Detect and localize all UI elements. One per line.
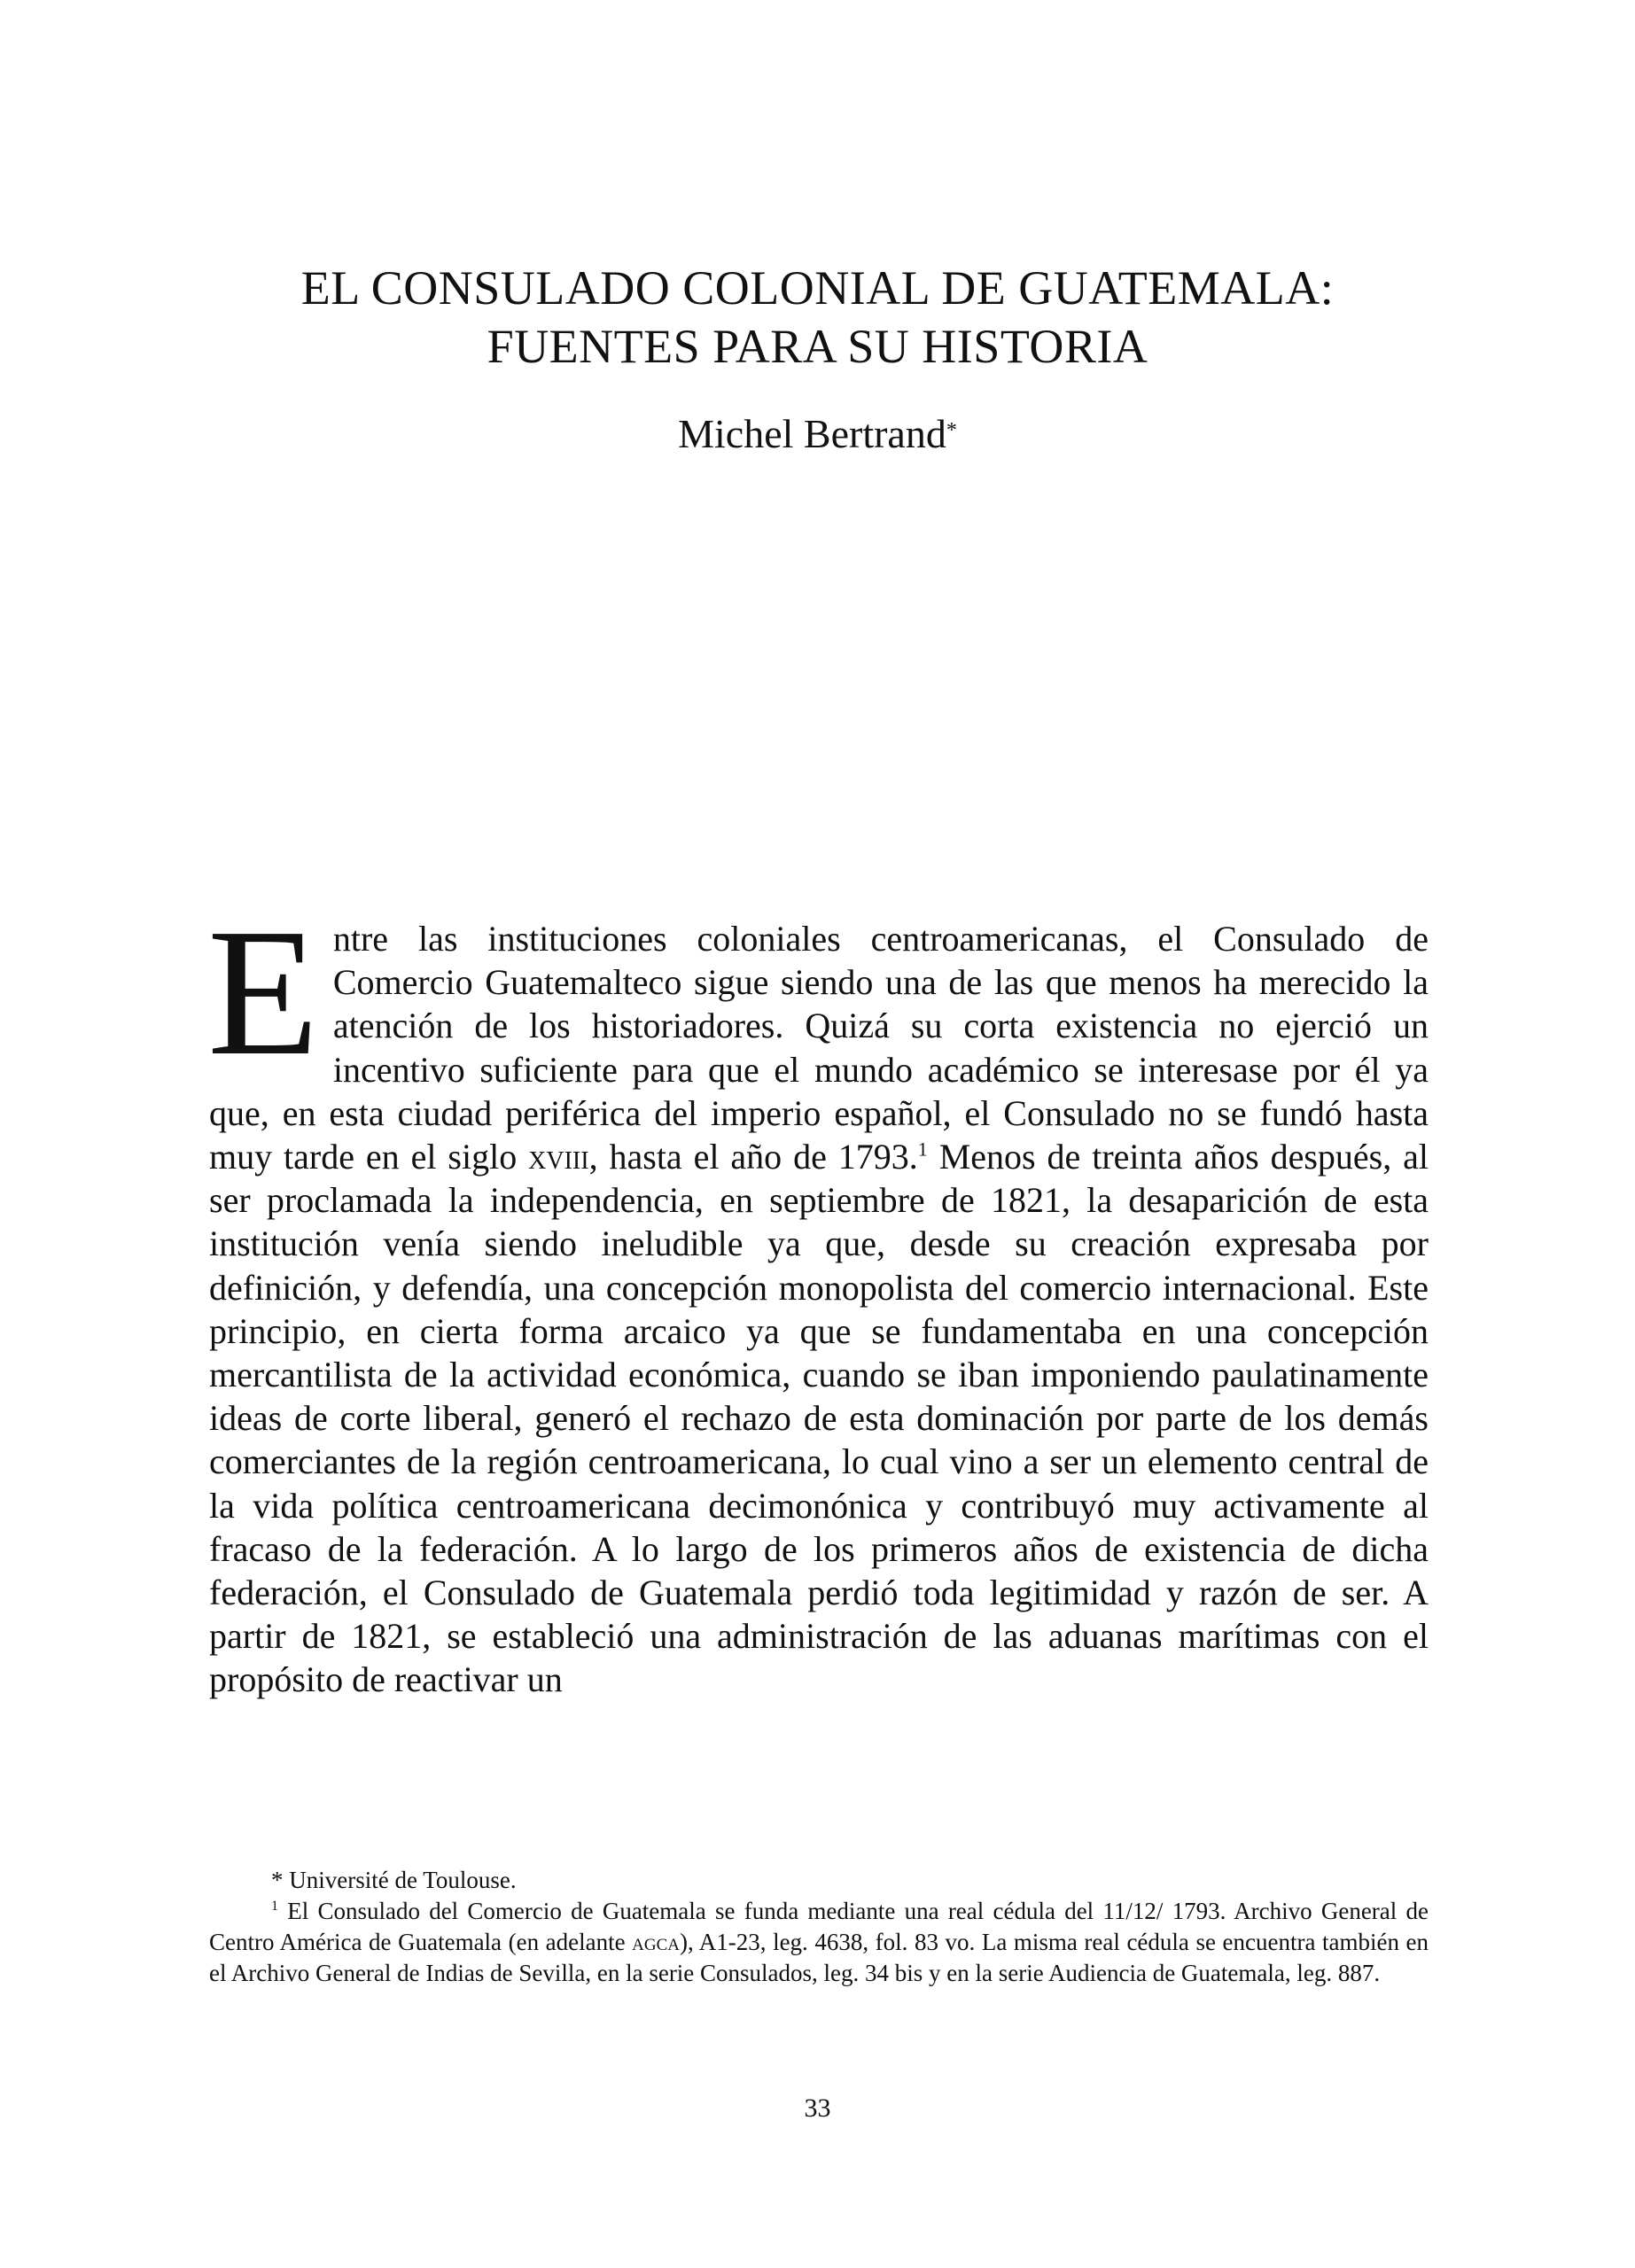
footnote-star: * Université de Toulouse. <box>271 1867 517 1893</box>
body-text-part-2: , hasta el año de 1793. <box>588 1137 918 1177</box>
article-title <box>177 259 1458 376</box>
body-paragraph <box>207 890 1429 1702</box>
footnote-1-text-a: El Consulado del Comercio de Guatemala se funda mediante una real cédula del 11/12/ 1793. Archivo General de Centro América de Guatemala (en adelante <box>209 1898 1429 1955</box>
footnotes <box>209 1865 1429 1989</box>
body-text-part-3: Menos de treinta años después, al ser proclamada la independencia, en septiembre de 1821, la desaparición de esta institución venía siendo ineludible ya que, desde su creación expresaba por definición, y defendía, una concepción monopolista del comercio internacional. Este principio, en cierta forma arcaico ya que se fundamentaba en una concepción mercantilista de la actividad económica, cuando se iban imponiendo paulatinamente ideas de corte liberal, generó el rechazo de esta dominación por parte de los demás comerciantes de la región centroamericana, lo cual vino a ser un elemento central de la vida política centroamericana decimonónica y contribuyó muy activamente al fracaso de la federación. A lo largo de los primeros años de existencia de dicha federación, el Consulado de Guatemala perdió toda legitimidad y razón de ser. A partir de 1821, se estableció una administración de las aduanas marítimas con el propósito de reactivar un <box>209 1137 1429 1700</box>
author-name: Michel Bertrand <box>678 411 946 456</box>
footnote-reference-1: 1 <box>917 1138 928 1161</box>
drop-cap: E <box>207 890 319 1093</box>
body-text-part-1: ntre las instituciones coloniales centroamericanas, el Consulado de Comercio Guatemalteco sigue siendo una de las que menos ha merecido la atención de los historiadores. Quizá su corta existencia no ejerció un incentivo suficiente para que el mundo académico se interesase por él ya que, en esta ciudad periférica del imperio español, el Consulado no se fundó hasta muy tarde en el siglo <box>209 919 1429 1177</box>
author-byline <box>177 409 1458 459</box>
century-numeral: xviii <box>528 1137 589 1177</box>
author-footnote-marker: * <box>946 419 957 442</box>
footnote-1-number: 1 <box>271 1899 278 1914</box>
footnote-1 <box>209 1896 1429 1989</box>
title-line-1: EL CONSULADO COLONIAL DE GUATEMALA: <box>300 261 1335 315</box>
footnote-1-text-b: ), A1-23, leg. 4638, fol. 83 vo. La misma real cédula se encuentra también en el Archivo General de Indias de Sevilla, en la serie Consulados, leg. 34 bis y en la serie Audiencia de Guatemala, leg. 887. <box>209 1929 1429 1986</box>
footnote-1-abbrev: agca <box>632 1929 680 1955</box>
title-line-2: FUENTES PARA SU HISTORIA <box>487 320 1148 373</box>
page-number: 33 <box>804 2093 831 2123</box>
